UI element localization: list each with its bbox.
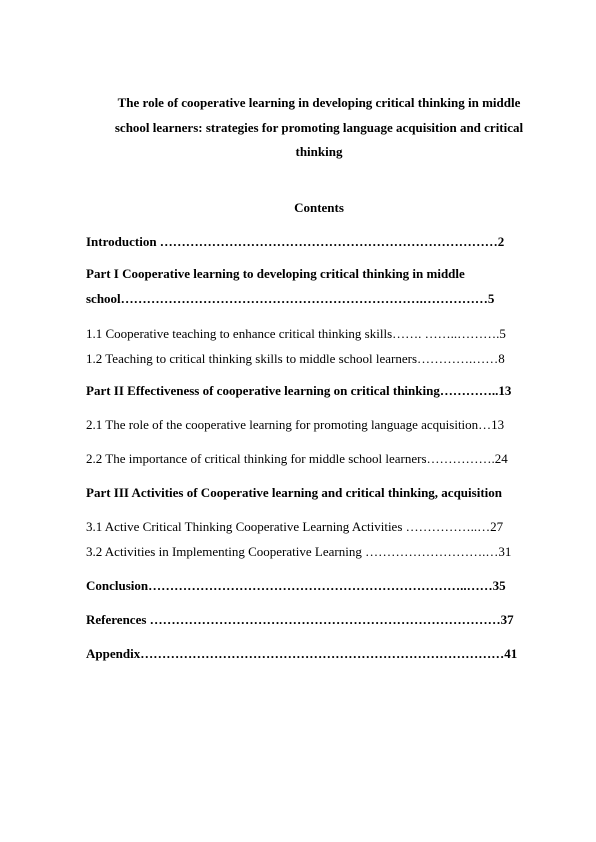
title-line-1: The role of cooperative learning in developing critical thinking in middle	[117, 95, 521, 110]
toc-entry-1-2: 1.2 Teaching to critical thinking skills to middle school learners………….……8	[86, 351, 505, 366]
toc-entry-3-1: 3.1 Active Critical Thinking Cooperative Learning Activities ……………..…27	[86, 519, 504, 534]
toc-entry-introduction: Introduction ……………………………………………………………………2	[86, 234, 505, 249]
contents-heading: Contents	[294, 200, 344, 215]
toc-entry-part-3: Part III Activities of Cooperative learning and critical thinking, acquisition	[86, 485, 502, 500]
toc-entry-conclusion: Conclusion………………………………………………………………..……35	[86, 578, 506, 593]
toc-entry-part-1-line-1: Part I Cooperative learning to developing critical thinking in middle	[86, 266, 465, 281]
toc-entry-part-1-line-2: school…………………………………………………………….……………5	[86, 291, 495, 306]
title-line-3: thinking	[295, 144, 343, 159]
toc-entry-1-1: 1.1 Cooperative teaching to enhance critical thinking skills……. ……..……….5	[86, 326, 506, 341]
toc-entry-3-2: 3.2 Activities in Implementing Cooperative Learning ……………………….…31	[86, 544, 512, 559]
title-line-2: school learners: strategies for promoting language acquisition and critical	[114, 119, 524, 135]
document-title	[86, 91, 552, 165]
toc-entry-2-2: 2.2 The importance of critical thinking for middle school learners…………….24	[86, 451, 508, 466]
toc-entry-appendix: Appendix…………………………………………………………………………41	[86, 646, 518, 661]
toc-entry-references: References ………………………………………………………………………37	[86, 612, 514, 627]
toc-entry-part-2: Part II Effectiveness of cooperative learning on critical thinking…………..13	[86, 383, 512, 398]
toc-entry-2-1: 2.1 The role of the cooperative learning for promoting language acquisition…13	[86, 417, 505, 432]
